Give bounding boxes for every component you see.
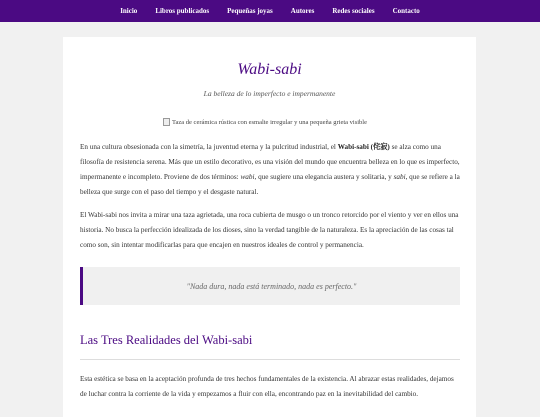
article-title: Wabi-sabi: [237, 61, 302, 78]
paragraph-intro: [80, 140, 460, 200]
nav-item-inicio[interactable]: Inicio: [120, 7, 138, 15]
paragraph-text: , que sugiere una elegancia austera y solitaria, y: [254, 173, 394, 181]
article-card: [63, 37, 476, 417]
term-sabi: sabi: [393, 173, 406, 181]
paragraph-second: El Wabi-sabi nos invita a mirar una taza agrietada, una roca cubierta de musgo o un tronco retorcido por el viento y ver en ellos una historia. No busca la perfección idealizada de los dioses, sino la verdad tangible de la naturaleza. Es la apreciación de las cosas tal como son, sin intentar modificarlas para que encajen en nuestros ideales de control y permanencia.: [80, 211, 459, 249]
paragraph-third: Esta estética se basa en la aceptación profunda de tres hechos fundamentales de la existencia. Al abrazar estas realidades, dejamos de luchar contra la corriente de la vida y empezamos a fluir con ella, encontrando paz en la inevitabilidad del cambio.: [80, 375, 454, 398]
term-wabi: wabi: [240, 173, 255, 181]
nav-item-pequenas-joyas[interactable]: Pequeñas joyas: [227, 7, 273, 15]
nav-item-autores[interactable]: Autores: [290, 7, 315, 15]
nav-item-redes-sociales[interactable]: Redes sociales: [332, 7, 375, 15]
quote-text: "Nada dura, nada está terminado, nada es perfecto.": [186, 281, 357, 291]
nav-item-libros-publicados[interactable]: Libros publicados: [155, 7, 210, 15]
broken-image-icon: [163, 118, 170, 126]
paragraph-text: se alza como una filosofía de resistencia serena. Más que un estilo decorativo, es una visión del mundo que encuentra belleza en lo que es imperfecto, impermanente e incompleto. Proviene de dos términos:: [80, 143, 460, 181]
nav-item-contacto[interactable]: Contacto: [392, 7, 420, 15]
top-navigation: [0, 0, 540, 22]
article-subtitle: La belleza de lo imperfecto e impermanente: [203, 89, 336, 98]
blockquote: [80, 267, 460, 305]
section-divider: [80, 359, 460, 360]
article-image: [163, 118, 367, 126]
section-title: Las Tres Realidades del Wabi-sabi: [80, 333, 253, 347]
paragraph-text: , que se refiere a la belleza que surge con el paso del tiempo y el desgaste natural.: [80, 173, 460, 196]
image-alt-text: Taza de cerámica rústica con esmalte irregular y una pequeña grieta visible: [172, 118, 367, 126]
paragraph-text: En una cultura obsesionada con la simetría, la juventud eterna y la pulcritud industrial, el: [80, 143, 338, 151]
term-wabi-sabi: Wabi-sabi (侘寂): [337, 143, 390, 151]
